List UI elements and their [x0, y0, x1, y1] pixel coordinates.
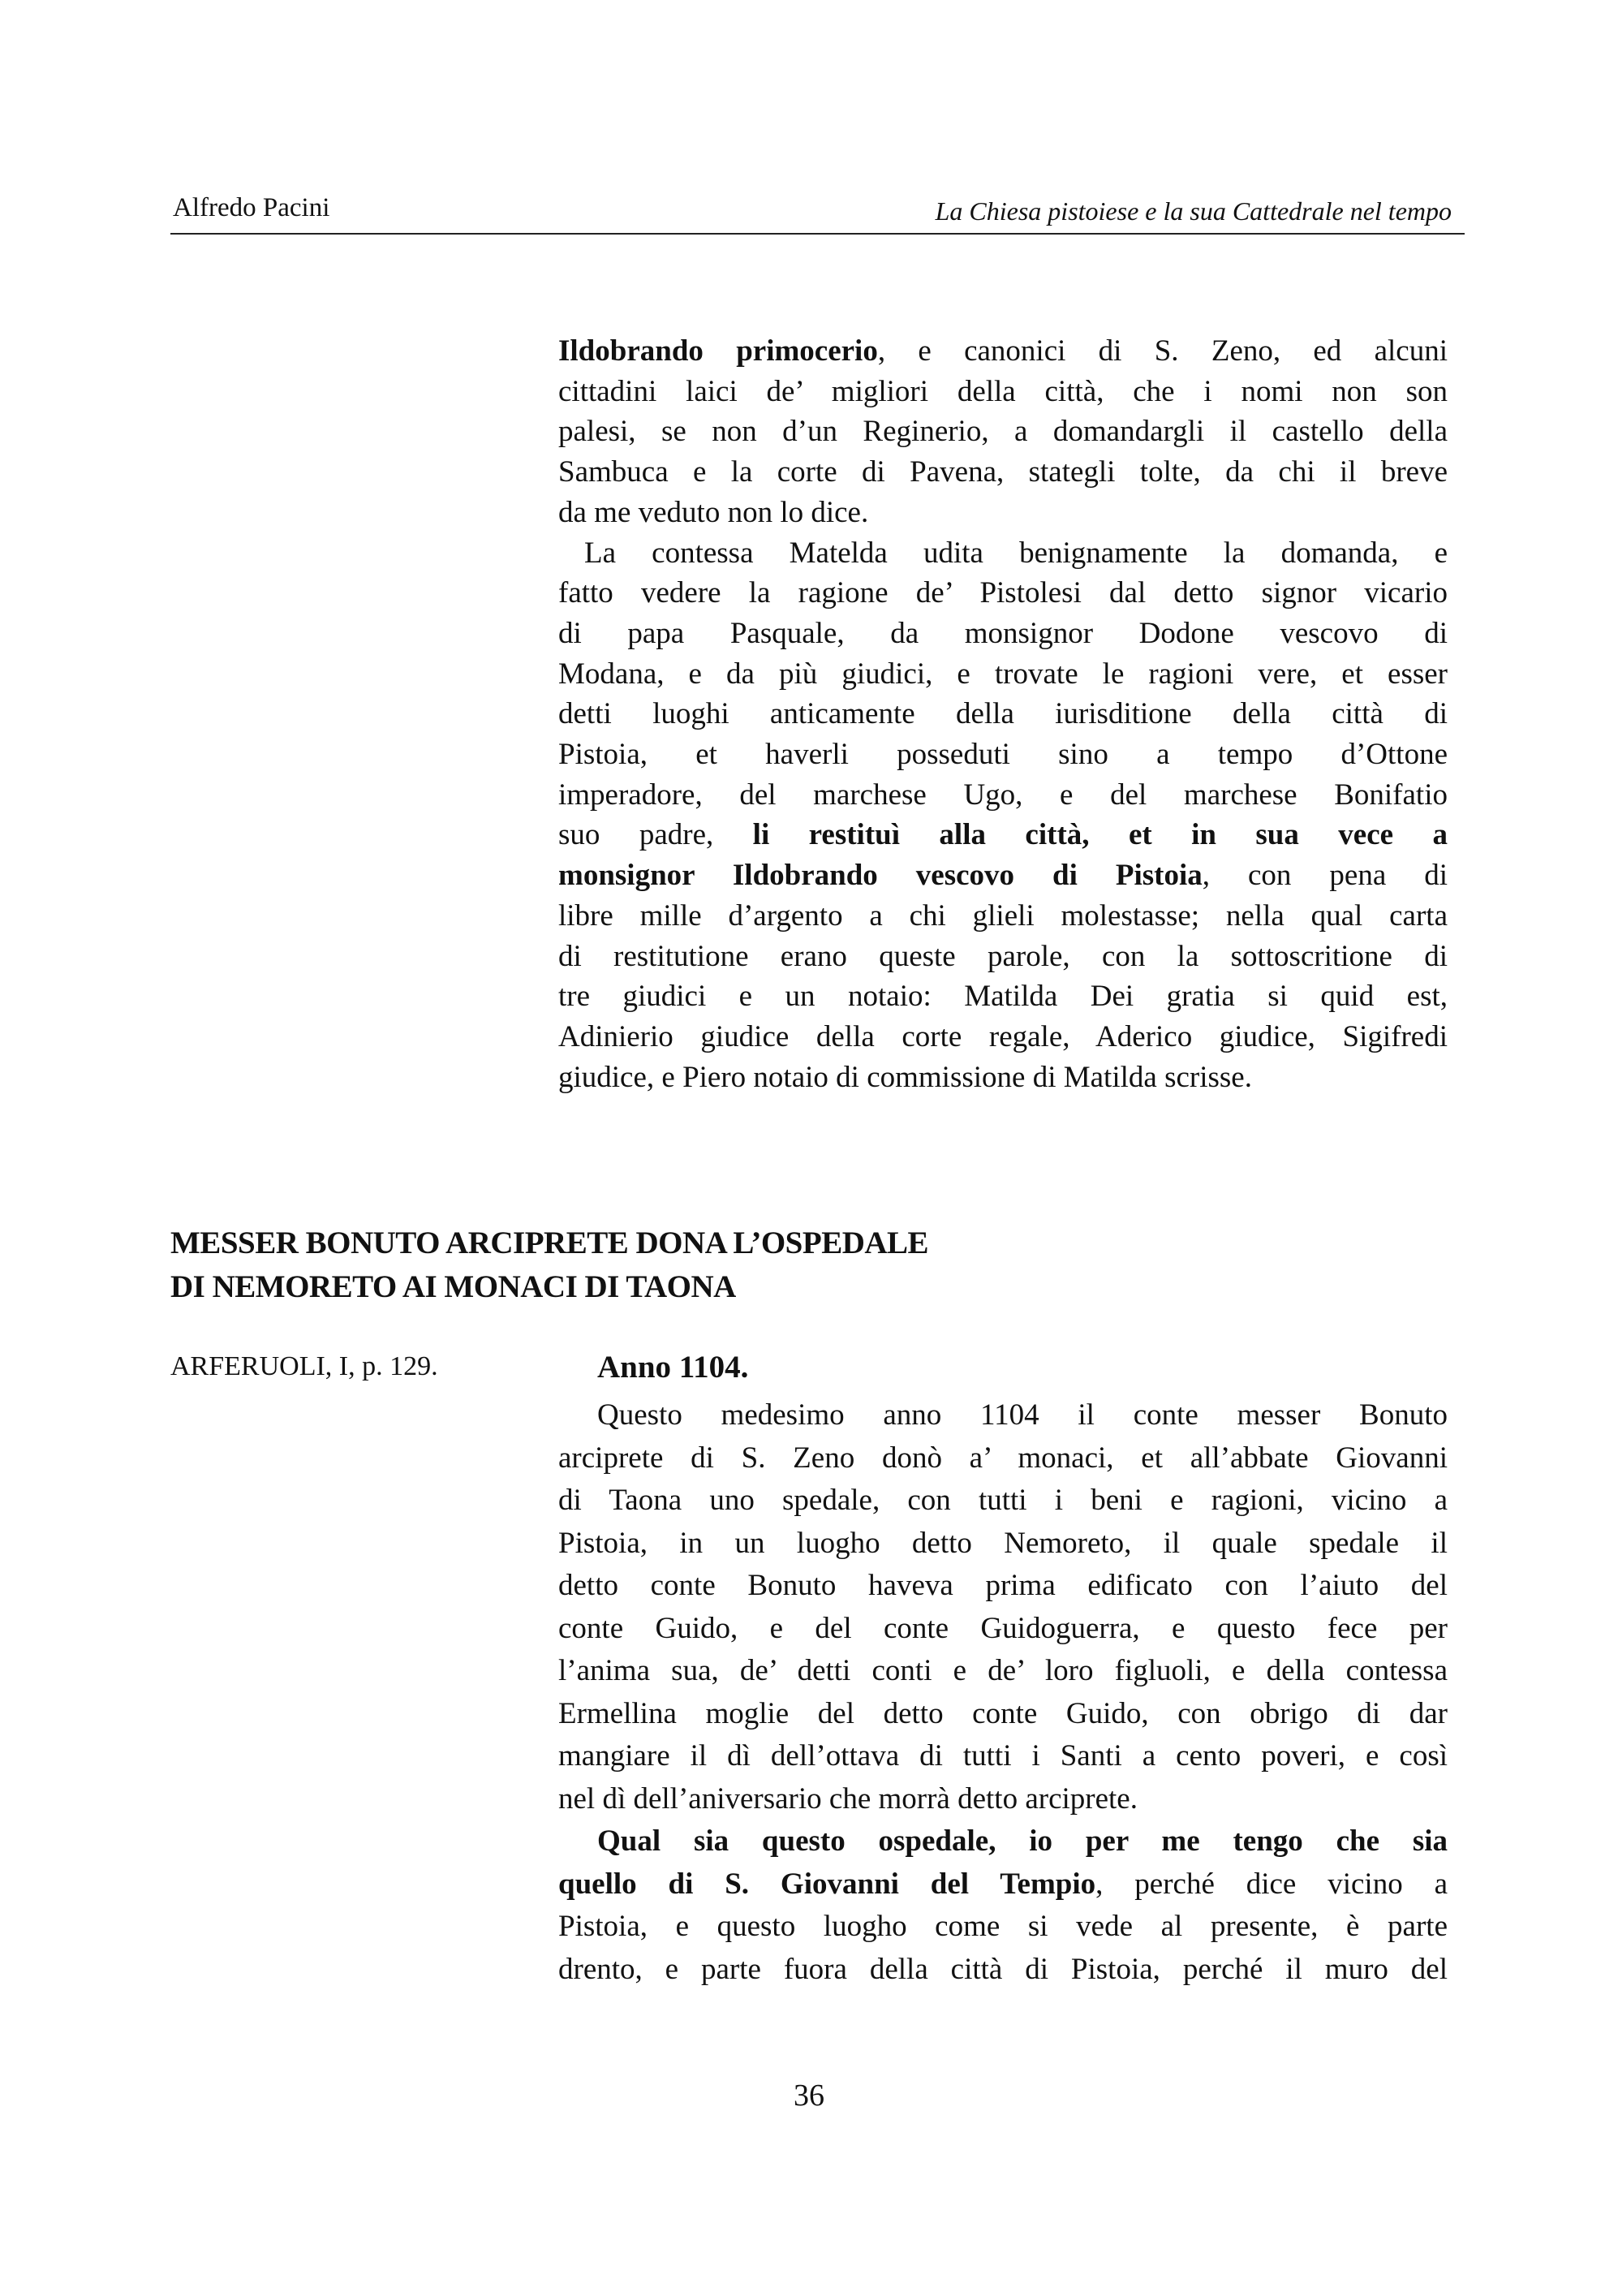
- text-line: [558, 452, 1448, 493]
- section-heading-line: MESSER BONUTO ARCIPRETE DONA L’OSPEDALE: [170, 1226, 929, 1260]
- text-line: [558, 533, 1448, 574]
- text-line: [558, 614, 1448, 654]
- text-line: [558, 694, 1448, 734]
- text-segment: , perché dice vicino a: [1095, 1867, 1448, 1901]
- text-segment: giudice, e Piero notaio di commissione di Matilda scrisse.: [558, 1060, 1252, 1094]
- text-segment: di restitutione erano queste parole, con la sottoscritione di: [558, 939, 1448, 973]
- text-segment: palesi, se non d’un Reginerio, a domandargli il castello della: [558, 415, 1448, 449]
- text-segment: fatto vedere la ragione de’ Pistolesi dal detto signor vicario: [558, 576, 1448, 610]
- text-segment: Modana, e da più giudici, e trovate le ragioni vere, et esser: [558, 657, 1448, 691]
- text-segment: l’anima sua, de’ detti conti e de’ loro figluoli, e della contessa: [558, 1654, 1448, 1687]
- text-line: [558, 1437, 1448, 1480]
- text-segment: Pistoia, et haverli posseduti sino a tempo d’Ottone: [558, 738, 1448, 772]
- text-line: [558, 493, 1448, 533]
- bold-text: Qual sia questo ospedale, io per me tengo che sia: [597, 1824, 1448, 1858]
- text-line: [558, 855, 1448, 896]
- text-line: [558, 1565, 1448, 1608]
- text-segment: cittadini laici de’ migliori della città, che i nomi non son: [558, 374, 1448, 408]
- text-line: [558, 1017, 1448, 1058]
- text-line: [558, 1058, 1448, 1098]
- bold-text: li restituì alla città, et in sua vece a: [752, 818, 1448, 852]
- text-segment: Sambuca e la corte di Pavena, stategli tolte, da chi il breve: [558, 455, 1448, 489]
- body-text-section-2: [558, 1394, 1448, 1991]
- text-line: [558, 1778, 1448, 1821]
- source-note: ARFERUOLI, I, p. 129.: [170, 1351, 438, 1381]
- text-segment: mangiare il dì dell’ottava di tutti i Santi a cento poveri, e così: [558, 1739, 1448, 1773]
- text-line: [558, 411, 1448, 452]
- text-segment: tre giudici e un notaio: Matilda Dei gratia si quid est,: [558, 980, 1448, 1014]
- body-text-section-1: [558, 331, 1448, 1097]
- text-segment: di Taona uno spedale, con tutti i beni e ragioni, vicino a: [558, 1484, 1448, 1517]
- text-segment: detti luoghi anticamente della iurisditione della città di: [558, 697, 1448, 731]
- text-segment: Ermellina moglie del detto conte Guido, con obrigo di dar: [558, 1696, 1448, 1730]
- text-segment: Pistoia, in un luogho detto Nemoreto, il quale spedale il: [558, 1526, 1448, 1560]
- text-segment: suo padre,: [558, 818, 753, 852]
- year-heading: Anno 1104.: [597, 1350, 749, 1385]
- bold-text: monsignor Ildobrando vescovo di Pistoia: [558, 859, 1203, 893]
- text-segment: Adinierio giudice della corte regale, Aderico giudice, Sigifredi: [558, 1019, 1448, 1053]
- text-segment: , con pena di: [1202, 859, 1448, 893]
- text-line: [558, 1906, 1448, 1949]
- section-heading-line: DI NEMORETO AI MONACI DI TAONA: [170, 1269, 736, 1304]
- text-line: [558, 1735, 1448, 1778]
- text-line: [558, 1480, 1448, 1523]
- text-line: [558, 896, 1448, 937]
- text-segment: Questo medesimo anno 1104 il conte messer Bonuto: [597, 1398, 1448, 1432]
- bold-text: quello di S. Giovanni del Tempio: [558, 1867, 1096, 1901]
- text-segment: drento, e parte fuora della città di Pistoia, perché il muro del: [558, 1952, 1448, 1986]
- running-header-author: Alfredo Pacini: [173, 193, 330, 222]
- text-line: [558, 1608, 1448, 1651]
- text-line: [558, 331, 1448, 372]
- text-segment: , e canonici di S. Zeno, ed alcuni: [877, 334, 1448, 368]
- text-line: [558, 734, 1448, 775]
- text-segment: conte Guido, e del conte Guidoguerra, e questo fece per: [558, 1611, 1448, 1645]
- text-segment: nel dì dell’aniversario che morrà detto arciprete.: [558, 1781, 1138, 1816]
- text-segment: La contessa Matelda udita benignamente la domanda, e: [584, 536, 1448, 570]
- text-line: [558, 654, 1448, 695]
- text-line: [558, 1820, 1448, 1863]
- text-line: [558, 1650, 1448, 1693]
- header-rule: [170, 233, 1465, 235]
- section-heading: [170, 1221, 928, 1309]
- text-line: [558, 372, 1448, 412]
- text-line: [558, 815, 1448, 855]
- text-segment: da me veduto non lo dice.: [558, 495, 869, 529]
- bold-text: Ildobrando primocerio: [558, 334, 878, 368]
- text-line: [558, 1523, 1448, 1566]
- text-line: [558, 775, 1448, 816]
- text-line: [558, 1949, 1448, 1992]
- page-number: 36: [794, 2078, 824, 2113]
- text-line: [558, 1693, 1448, 1736]
- text-line: [558, 937, 1448, 977]
- text-segment: di papa Pasquale, da monsignor Dodone vescovo di: [558, 616, 1448, 650]
- text-line: [558, 1394, 1448, 1437]
- text-line: [558, 976, 1448, 1017]
- text-segment: imperadore, del marchese Ugo, e del marchese Bonifatio: [558, 778, 1448, 812]
- running-header-title: La Chiesa pistoiese e la sua Cattedrale nel tempo: [935, 196, 1452, 226]
- text-line: [558, 573, 1448, 614]
- text-segment: detto conte Bonuto haveva prima edificato con l’aiuto del: [558, 1569, 1448, 1602]
- text-segment: libre mille d’argento a chi glieli molestasse; nella qual carta: [558, 898, 1448, 933]
- text-segment: Pistoia, e questo luogho come si vede al presente, è parte: [558, 1910, 1448, 1943]
- text-segment: arciprete di S. Zeno donò a’ monaci, et all’abbate Giovanni: [558, 1441, 1448, 1475]
- text-line: [558, 1863, 1448, 1906]
